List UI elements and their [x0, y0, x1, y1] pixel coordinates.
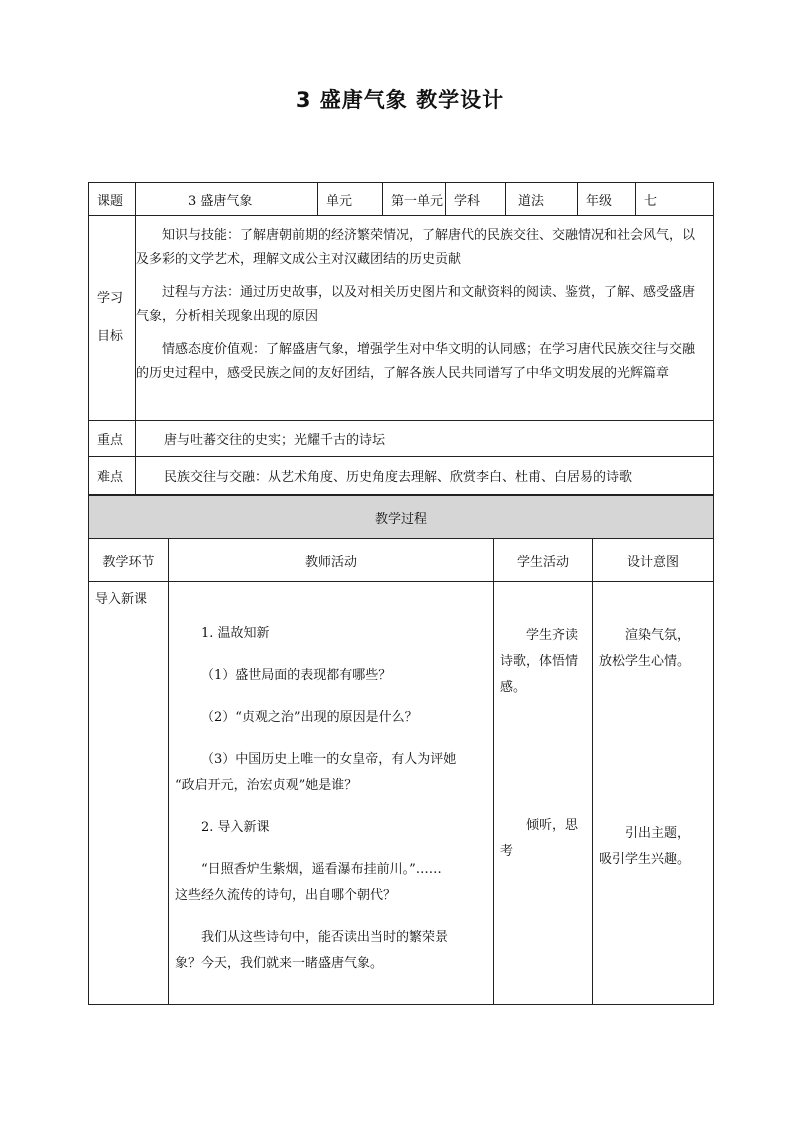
- goals-content: [136, 216, 714, 421]
- header-student: 学生活动: [494, 539, 593, 582]
- grade-value: 七: [636, 183, 714, 216]
- info-row-topic: [89, 183, 714, 216]
- header-stage: 教学环节: [89, 539, 169, 582]
- student-activity-cell: [494, 582, 593, 1005]
- process-row-intro: [89, 582, 714, 1005]
- teacher-poem-line2: 这些经久流传的诗句，出自哪个朝代？: [175, 888, 397, 903]
- key-label: 重点: [89, 421, 136, 457]
- teacher-activity-cell: [169, 582, 494, 1005]
- student-activity-2-line1: 倾听，思: [526, 818, 579, 833]
- student-activity-2-line2: 考: [500, 844, 514, 859]
- goal-attitude: 情感态度价值观：了解盛唐气象，增强学生对中华文明的认同感；在学习唐代民族交往与交融的历史过程中，感受民族之间的友好团结，了解各族人民共同谱写了中华文明发展的光辉篇章: [136, 342, 696, 381]
- header-teacher: 教师活动: [169, 539, 494, 582]
- info-row-difficult: [89, 457, 714, 495]
- intent-2-line2: 吸引学生兴趣。: [599, 852, 691, 867]
- teacher-question-2: （2）“贞观之治”出现的原因是什么？: [201, 710, 418, 725]
- lesson-info-table: [88, 182, 714, 495]
- teacher-question-3-line2: “政启开元，治宏贞观”她是谁？: [175, 778, 358, 793]
- stage-name: 导入新课: [95, 592, 148, 607]
- subject-value: 道法: [506, 183, 578, 216]
- goals-label: [89, 216, 136, 421]
- document-title: 3 盛唐气象 教学设计: [295, 88, 505, 112]
- unit-label: 单元: [318, 183, 383, 216]
- teacher-question-1: （1）盛世局面的表现都有哪些？: [201, 668, 392, 683]
- header-intent: 设计意图: [593, 539, 714, 582]
- difficult-label: 难点: [89, 457, 136, 495]
- goal-method: 过程与方法：通过历史故事，以及对相关历史图片和文献资料的阅读、鉴赏，了解、感受盛唐气象，分析相关现象出现的原因: [136, 285, 696, 324]
- difficult-value: 民族交往与交融：从艺术角度、历史角度去理解、欣赏李白、杜甫、白居易的诗歌: [136, 457, 714, 495]
- student-activity-1-line1: 学生齐读: [526, 628, 579, 643]
- teacher-heading-intro: 2. 导入新课: [201, 820, 270, 835]
- teacher-paragraph-line1: 我们从这些诗句中，能否读出当时的繁荣景: [201, 930, 449, 945]
- student-activity-1-line3: 感。: [500, 680, 527, 695]
- info-row-key: [89, 421, 714, 457]
- process-header-row: [89, 539, 714, 582]
- topic-value: 3 盛唐气象: [136, 183, 318, 216]
- goals-label-line2: 目标: [97, 329, 124, 344]
- student-activity-1-line2: 诗歌，体悟情: [500, 654, 579, 669]
- info-row-goals: [89, 216, 714, 421]
- intent-1-line1: 渲染气氛，: [625, 628, 691, 643]
- intent-1-line2: 放松学生心情。: [599, 654, 691, 669]
- grade-label: 年级: [578, 183, 636, 216]
- teacher-paragraph-line2: 象？今天，我们就来一睹盛唐气象。: [175, 956, 384, 971]
- teaching-process-table: [88, 495, 714, 1005]
- topic-label: 课题: [89, 183, 136, 216]
- intent-2-line1: 引出主题，: [625, 826, 691, 841]
- stage-cell: [89, 582, 169, 1005]
- goal-knowledge: 知识与技能：了解唐朝前期的经济繁荣情况，了解唐代的民族交往、交融情况和社会风气，以及多彩的文学艺术，理解文成公主对汉藏团结的历史贡献: [136, 228, 696, 267]
- key-value: 唐与吐蕃交往的史实；光耀千古的诗坛: [136, 421, 714, 457]
- goals-label-line1: 学习: [97, 291, 124, 306]
- design-intent-cell: [593, 582, 714, 1005]
- teacher-heading-review: 1. 温故知新: [201, 626, 270, 641]
- teacher-poem-line1: “日照香炉生紫烟，遥看瀑布挂前川。”……: [201, 862, 442, 877]
- process-banner: 教学过程: [89, 496, 714, 539]
- unit-value: 第一单元: [383, 183, 446, 216]
- teacher-question-3-line1: （3）中国历史上唯一的女皇帝，有人为评她: [201, 752, 457, 767]
- subject-label: 学科: [446, 183, 506, 216]
